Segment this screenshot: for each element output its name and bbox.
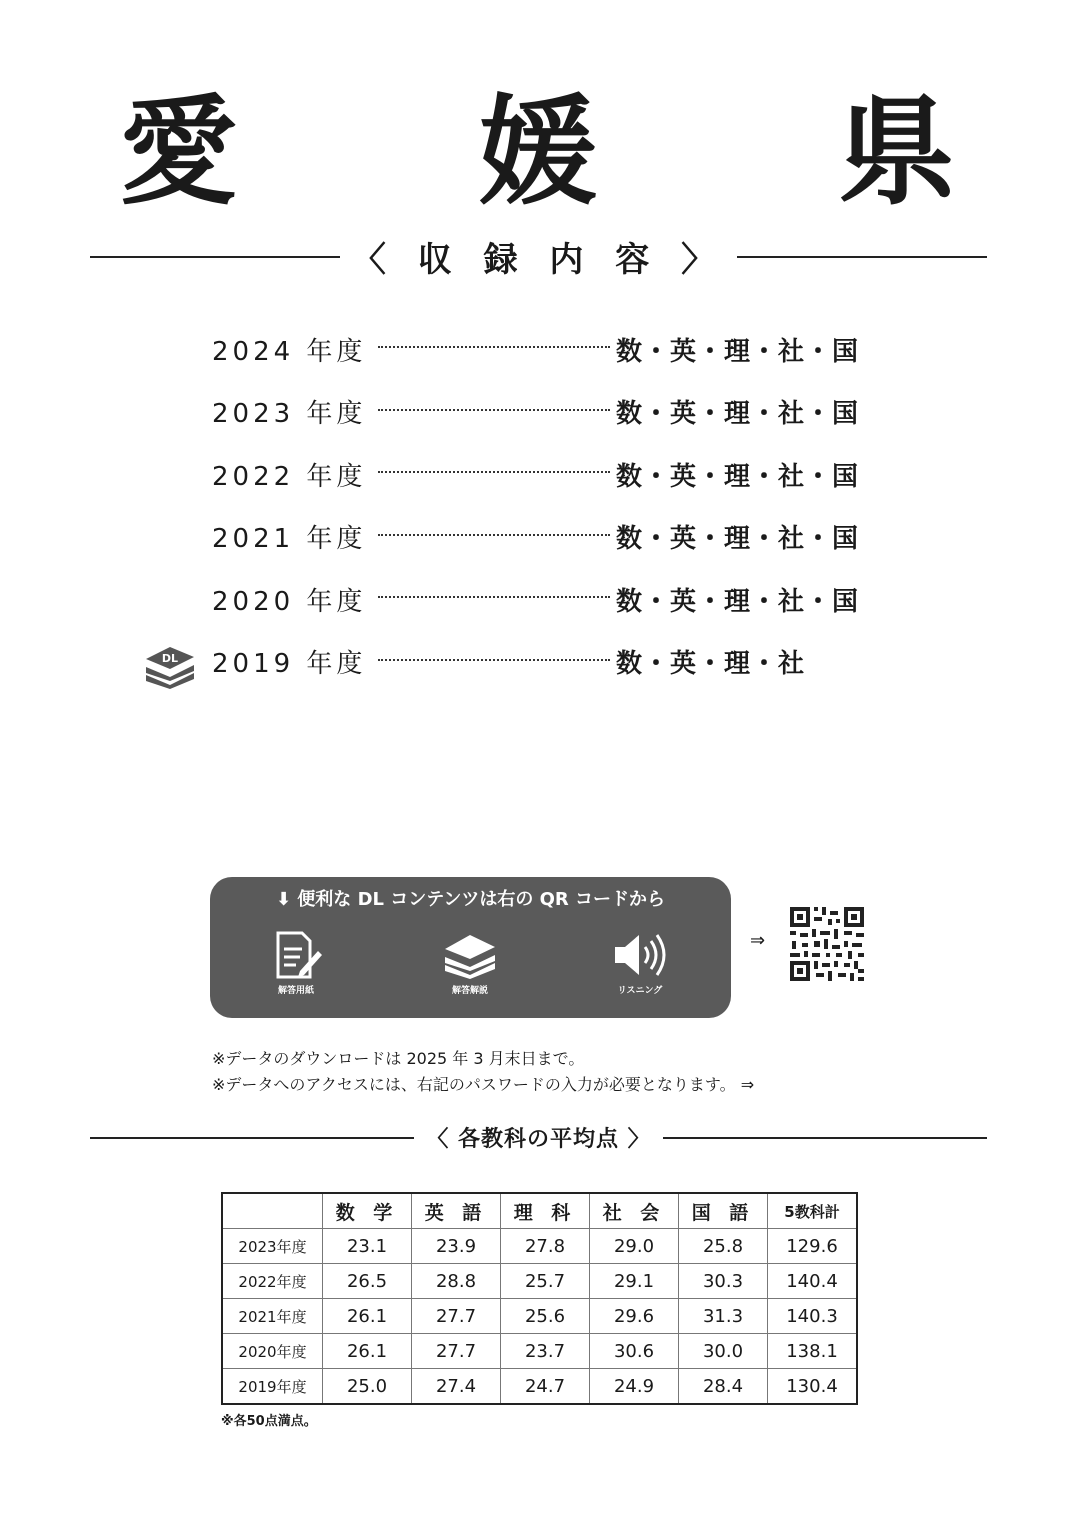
contents-row <box>212 381 872 444</box>
table-row <box>222 1229 857 1264</box>
dl-item-caption: 解答解説 <box>451 986 488 996</box>
scores-heading-label: 〈 各教科の平均点 〉 <box>426 1127 651 1152</box>
table-cell: 24.9 <box>590 1369 679 1405</box>
contents-subjects: 数・英・理・社・国 <box>616 336 860 367</box>
dl-item-caption: リスニング <box>617 986 663 996</box>
dl-item-explanation <box>410 929 530 996</box>
table-cell: 30.6 <box>590 1334 679 1369</box>
contents-year: 2022 年度 <box>212 461 367 492</box>
contents-year: 2024 年度 <box>212 336 367 367</box>
table-cell: 29.0 <box>590 1229 679 1264</box>
table-cell: 28.8 <box>412 1264 501 1299</box>
dl-item-answer-sheet <box>236 929 356 996</box>
note-line: ※データのダウンロードは 2025 年 3 月末日まで。 <box>212 1049 585 1068</box>
dl-book-icon <box>140 639 198 689</box>
table-cell-year: 2020年度 <box>222 1334 323 1369</box>
table-cell: 31.3 <box>679 1299 768 1334</box>
table-cell-year: 2022年度 <box>222 1264 323 1299</box>
table-row <box>222 1369 857 1405</box>
scores-heading <box>90 1122 987 1153</box>
average-scores-table <box>221 1192 858 1405</box>
contents-heading-label: 〈 収 録 内 容 〉 <box>351 240 726 280</box>
table-cell: 129.6 <box>768 1229 858 1264</box>
table-cell: 27.4 <box>412 1369 501 1405</box>
dl-notes <box>212 1046 754 1098</box>
contents-heading <box>90 232 987 281</box>
qr-arrow: ⇒ <box>750 930 766 951</box>
table-cell: 30.3 <box>679 1264 768 1299</box>
table-cell-year: 2021年度 <box>222 1299 323 1334</box>
contents-year: 2019 年度 <box>212 649 367 680</box>
leader-dots <box>378 471 610 473</box>
table-cell: 26.5 <box>323 1264 412 1299</box>
dl-contents-box <box>210 877 731 1018</box>
page-title: 愛 媛 県 <box>119 83 1056 221</box>
leader-dots <box>378 596 610 598</box>
divider <box>90 256 340 258</box>
contents-subjects: 数・英・理・社・国 <box>616 524 860 555</box>
contents-row <box>212 506 872 569</box>
table-cell: 23.7 <box>501 1334 590 1369</box>
dl-item-caption: 解答用紙 <box>277 986 314 996</box>
table-cell: 27.7 <box>412 1334 501 1369</box>
contents-list <box>161 318 872 693</box>
answer-sheet-icon <box>270 929 322 981</box>
divider <box>90 1137 414 1139</box>
table-cell: 23.9 <box>412 1229 501 1264</box>
contents-subjects: 数・英・理・社 <box>616 649 806 680</box>
note-line: ※データへのアクセスには、右記のパスワードの入力が必要となります。 ⇒ <box>212 1075 755 1094</box>
table-cell: 24.7 <box>501 1369 590 1405</box>
table-cell: 25.0 <box>323 1369 412 1405</box>
leader-dots <box>378 659 610 661</box>
table-cell: 27.8 <box>501 1229 590 1264</box>
contents-subjects: 数・英・理・社・国 <box>616 399 860 430</box>
table-header-cell: 数 学 <box>323 1193 412 1229</box>
table-header-cell: 英 語 <box>412 1193 501 1229</box>
table-cell: 140.3 <box>768 1299 858 1334</box>
contents-row <box>161 631 872 694</box>
qr-code-icon[interactable] <box>788 905 866 983</box>
book-stack-icon <box>441 929 499 981</box>
table-cell: 26.1 <box>323 1334 412 1369</box>
contents-year: 2023 年度 <box>212 399 367 430</box>
table-cell-year: 2019年度 <box>222 1369 323 1405</box>
table-cell-year: 2023年度 <box>222 1229 323 1264</box>
table-header-cell: 社 会 <box>590 1193 679 1229</box>
contents-row <box>212 318 872 381</box>
table-row <box>222 1299 857 1334</box>
table-cell: 25.7 <box>501 1264 590 1299</box>
contents-row <box>212 568 872 631</box>
table-cell: 25.8 <box>679 1229 768 1264</box>
leader-dots <box>378 409 610 411</box>
table-cell: 140.4 <box>768 1264 858 1299</box>
table-cell: 30.0 <box>679 1334 768 1369</box>
table-cell: 23.1 <box>323 1229 412 1264</box>
contents-subjects: 数・英・理・社・国 <box>616 461 860 492</box>
table-header-cell: 理 科 <box>501 1193 590 1229</box>
table-cell: 29.6 <box>590 1299 679 1334</box>
divider <box>663 1137 987 1139</box>
dl-item-listening <box>580 929 700 996</box>
table-header-cell: 国 語 <box>679 1193 768 1229</box>
speaker-icon <box>611 929 669 981</box>
table-cell: 130.4 <box>768 1369 858 1405</box>
table-header-row <box>222 1193 857 1229</box>
table-cell: 25.6 <box>501 1299 590 1334</box>
table-cell: 26.1 <box>323 1299 412 1334</box>
table-row <box>222 1264 857 1299</box>
table-cell: 29.1 <box>590 1264 679 1299</box>
dl-box-heading: ⬇ 便利な DL コンテンツは右の QR コードから <box>275 889 666 910</box>
dl-badge-label: DL <box>161 651 179 665</box>
contents-year: 2020 年度 <box>212 586 367 617</box>
contents-year: 2021 年度 <box>212 524 367 555</box>
table-cell: 28.4 <box>679 1369 768 1405</box>
table-header-cell <box>222 1193 323 1229</box>
contents-subjects: 数・英・理・社・国 <box>616 586 860 617</box>
table-cell: 27.7 <box>412 1299 501 1334</box>
table-row <box>222 1334 857 1369</box>
leader-dots <box>378 346 610 348</box>
leader-dots <box>378 534 610 536</box>
table-header-cell: 5教科計 <box>768 1193 858 1229</box>
table-cell: 138.1 <box>768 1334 858 1369</box>
divider <box>737 256 987 258</box>
table-footnote: ※各50点満点。 <box>221 1414 317 1429</box>
contents-row <box>212 443 872 506</box>
